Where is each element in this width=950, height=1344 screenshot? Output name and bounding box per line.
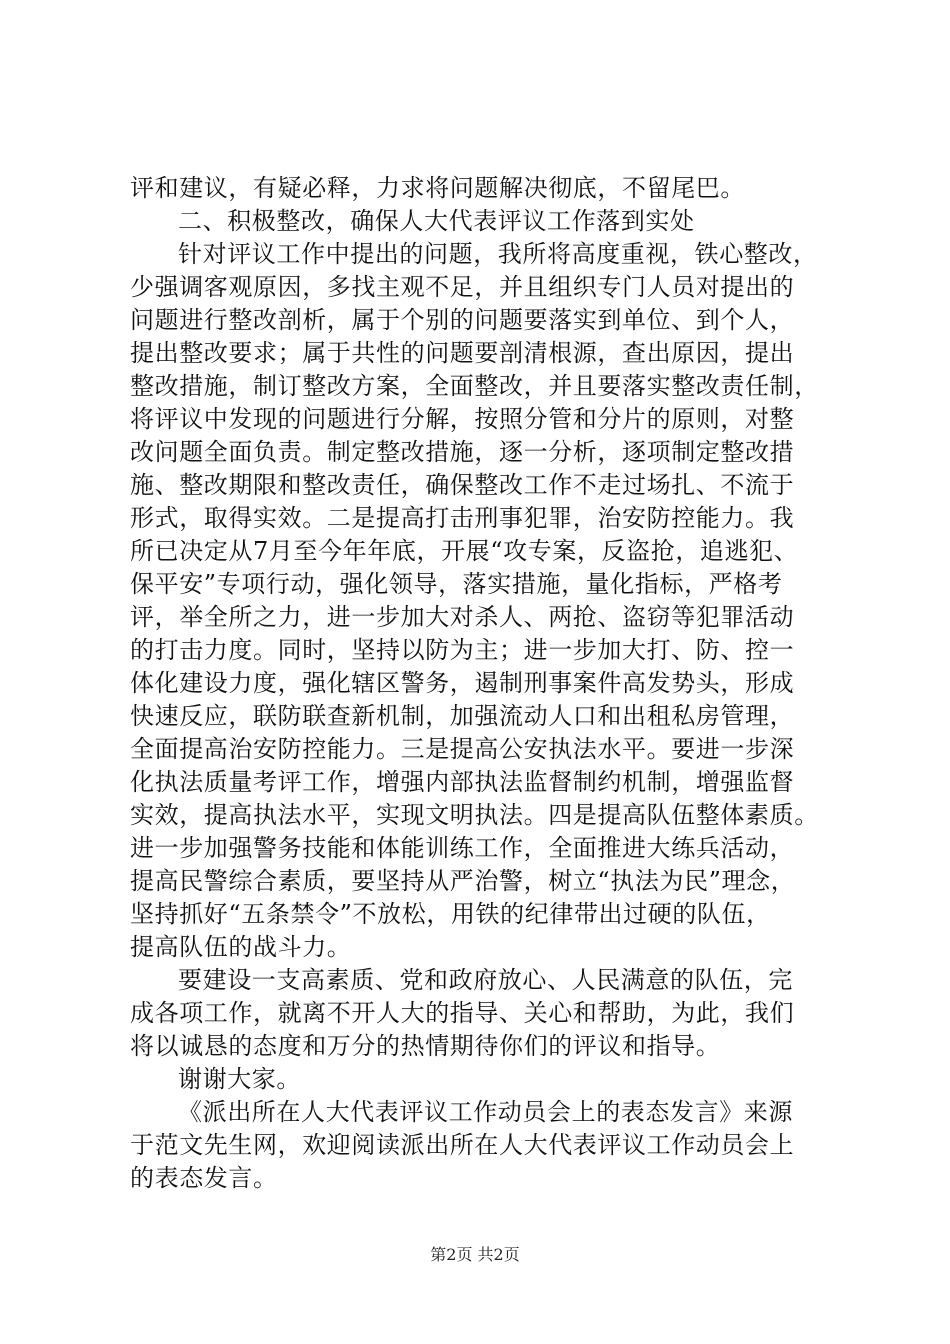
text-line: 全面提高治安防控能力。三是提高公安执法水平。要进一步深 [130,735,795,763]
text-line: 进一步加强警务技能和体能训练工作，全面推进大练兵活动， [130,834,795,862]
text-line: 将以诚恳的态度和万分的热情期待你们的评议和指导。 [130,1032,721,1060]
text-line: 谢谢大家。 [178,1065,301,1093]
text-line: 的打击力度。同时，坚持以防为主；进一步加大打、防、控一 [130,636,795,664]
text-line: 形式，取得实效。二是提高打击刑事犯罪，治安防控能力。我 [130,504,795,532]
text-line: 整改措施，制订整改方案，全面整改，并且要落实整改责任制， [130,372,819,400]
text-line: 评，举全所之力，进一步加大对杀人、两抢、盗窃等犯罪活动 [130,603,795,631]
text-line: 问题进行整改剖析，属于个别的问题要落实到单位、到个人， [130,306,795,334]
section-heading: 二、积极整改，确保人大代表评议工作落到实处 [178,207,695,235]
text-line: 成各项工作，就离不开人大的指导、关心和帮助，为此，我们 [130,999,795,1027]
text-line: 要建设一支高素质、党和政府放心、人民满意的队伍，完 [178,966,793,994]
text-line: 于范文先生网，欢迎阅读派出所在人大代表评议工作动员会上 [130,1131,795,1159]
page-number-footer: 第2页 共2页 [430,1245,520,1264]
text-line: 提出整改要求；属于共性的问题要剖清根源，查出原因，提出 [130,339,795,367]
text-line: 将评议中发现的问题进行分解，按照分管和分片的原则，对整 [130,405,795,433]
text-line: 评和建议，有疑必释，力求将问题解决彻底，不留尾巴。 [130,174,745,202]
text-line: 的表态发言。 [130,1164,278,1192]
text-line: 化执法质量考评工作，增强内部执法监督制约机制，增强监督 [130,768,795,796]
text-line: 少强调客观原因，多找主观不足，并且组织专门人员对提出的 [130,273,795,301]
text-line: 实效，提高执法水平，实现文明执法。四是提高队伍整体素质。 [130,801,819,829]
text-line: 体化建设力度，强化辖区警务，遏制刑事案件高发势头，形成 [130,669,795,697]
document-body [130,172,830,1195]
text-line: 针对评议工作中提出的问题，我所将高度重视，铁心整改， [178,240,818,268]
text-line: 快速反应，联防联查新机制，加强流动人口和出租私房管理， [130,702,795,730]
text-line: 改问题全面负责。制定整改措施，逐一分析，逐项制定整改措 [130,438,795,466]
text-line: 坚持抓好“五条禁令”不放松，用铁的纪律带出过硬的队伍， [130,900,771,928]
text-line: 所已决定从7月至今年年底，开展“攻专案，反盗抢，追逃犯、 [130,537,799,565]
text-line: 提高队伍的战斗力。 [130,933,352,961]
text-line: 《派出所在人大代表评议工作动员会上的表态发言》来源 [178,1098,793,1126]
text-line: 施、整改期限和整改责任，确保整改工作不走过场扎、不流于 [130,471,795,499]
text-line: 提高民警综合素质，要坚持从严治警，树立“执法为民”理念， [130,867,796,895]
text-line: 保平安”专项行动，强化领导，落实措施，量化指标，严格考 [130,570,783,598]
